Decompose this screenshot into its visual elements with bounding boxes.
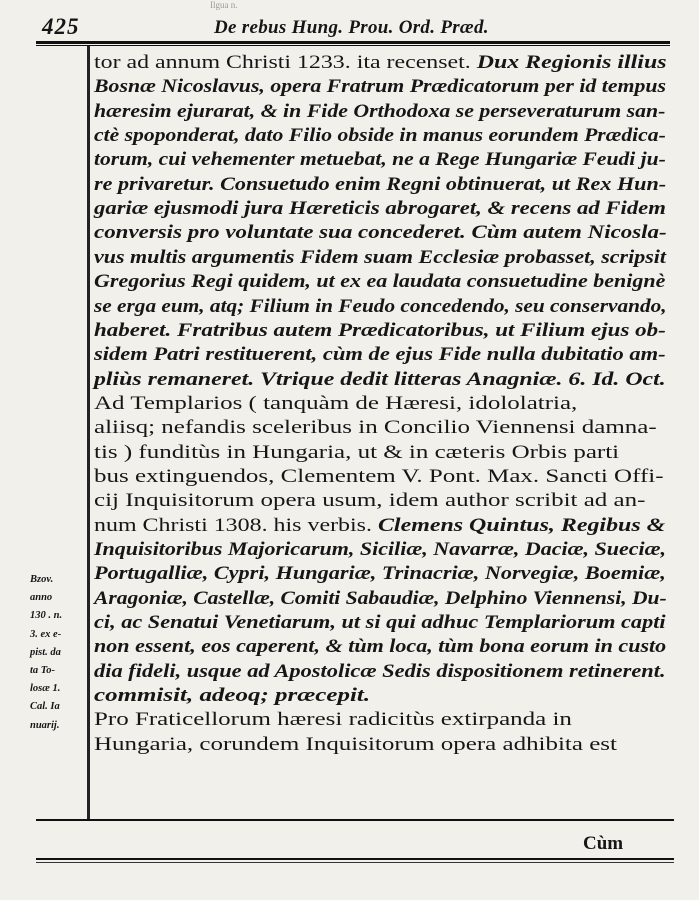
margin-note-line: 3. ex e- — [30, 628, 62, 640]
margin-note-line: nuarij. — [30, 719, 60, 731]
margin-note-line: losæ 1. — [30, 683, 61, 695]
margin-note-line: ta To- — [30, 665, 55, 676]
text-line — [94, 660, 666, 684]
italic-text: Dux Regionis illius — [476, 53, 667, 73]
text-line — [94, 173, 666, 197]
italic-text: ci, ac Senatui Venetiarum, ut si qui adhuc Templariorum capti — [94, 613, 666, 634]
header-rule-thin — [36, 45, 670, 46]
bottom-rule-thin — [36, 862, 674, 863]
italic-text: sidem Patri restituerent, cùm de ejus Fide nulla dubitatio am- — [94, 345, 666, 366]
text-line — [94, 319, 666, 343]
text-line — [94, 441, 619, 465]
margin-note-line: Bzov. — [30, 574, 54, 585]
roman-text: Ad Templarios ( tanquàm de Hæresi, idololatria, — [94, 393, 578, 414]
italic-text: Bosnæ Nicoslavus, opera Fratrum Prædicatorum per id tempus — [94, 77, 667, 98]
roman-text: aliisq; nefandis sceleribus in Concilio Viennensi damna- — [94, 418, 657, 439]
italic-text: torum, cui vehementer metuebat, ne a Rege Hungariæ Feudi ju- — [94, 150, 666, 171]
text-line — [94, 733, 617, 757]
margin-note-line: pist. da — [30, 646, 61, 658]
roman-text: cij Inquisitorum opera usum, idem author scribit ad an- — [94, 491, 646, 512]
margin-note-line: 130 . n. — [30, 610, 63, 622]
text-line — [94, 416, 657, 440]
text-line — [94, 611, 666, 635]
text-line — [94, 514, 665, 538]
italic-text: dia fideli, usque ad Apostolicæ Sedis dispositionem retinerent. — [94, 661, 666, 682]
corner-mark: Ilgua n. — [210, 0, 238, 10]
text-line — [94, 489, 645, 513]
header-rule — [36, 41, 670, 44]
margin-rule — [87, 46, 90, 821]
italic-text: Portugalliæ, Cypri, Hungariæ, Trinacriæ, Norvegiæ, Boemiæ, — [94, 564, 666, 585]
text-line — [94, 221, 667, 245]
running-title: De rebus Hung. Prou. Ord. Præd. — [214, 17, 489, 38]
italic-text: Gregorius Regi quidem, ut ex ea laudata consuetudine benignè — [94, 272, 666, 293]
roman-text: tor ad annum Christi 1233. ita recenset. — [94, 53, 477, 73]
text-line — [94, 197, 666, 221]
roman-text: Pro Fraticellorum hæresi radicitùs extirpanda in — [94, 710, 572, 731]
page-number: 425 — [42, 14, 80, 39]
italic-text: re privaretur. Consuetudo enim Regni obtinuerat, ut Rex Hun- — [94, 174, 667, 195]
italic-text: Aragoniæ, Castellæ, Comiti Sabaudiæ, Delphino Viennensi, Du- — [94, 588, 667, 609]
italic-text: commisit, adeoq; præcepit. — [94, 686, 371, 707]
text-line — [94, 392, 577, 416]
margin-note-line: Cal. Ia — [30, 701, 60, 713]
text-line — [94, 124, 666, 148]
text-line — [94, 295, 667, 319]
italic-text: conversis pro voluntate sua concederet. Cùm autem Nicosla- — [94, 223, 667, 244]
italic-text: non essent, eos caperent, & tùm loca, tùm bona eorum in custo — [94, 637, 667, 658]
italic-text: hæresim ejurarat, & in Fide Orthodoxa se perseveraturum san- — [94, 101, 666, 122]
roman-text: tis ) funditùs in Hungaria, ut & in cæteris Orbis parti — [94, 442, 620, 463]
text-line — [94, 708, 572, 732]
roman-text: Hungaria, corundem Inquisitorum opera adhibita est — [94, 734, 617, 755]
margin-note-line: anno — [30, 592, 53, 604]
italic-text: pliùs remaneret. Vtrique dedit litteras Anagniæ. 6. Id. Oct. — [94, 369, 666, 390]
italic-text: se erga eum, atq; Filium in Feudo concedendo, seu conservando, — [94, 296, 667, 317]
italic-text: haberet. Fratribus autem Prædicatoribus, ut Filium ejus ob- — [94, 320, 666, 341]
text-line — [94, 148, 666, 172]
text-line — [94, 51, 667, 75]
text-line — [94, 270, 665, 294]
text-line — [94, 343, 666, 367]
footer-rule — [36, 819, 674, 821]
italic-text: Clemens Quintus, Regibus & — [377, 515, 666, 536]
text-line — [94, 684, 370, 708]
text-line — [94, 100, 665, 124]
text-line — [94, 587, 667, 611]
bottom-rule — [36, 858, 674, 860]
italic-text: vus multis argumentis Fidem suam Ecclesiæ probasset, scripsit — [94, 247, 666, 268]
text-line — [94, 246, 666, 270]
text-line — [94, 635, 666, 659]
page-header — [38, 8, 668, 40]
text-line — [94, 465, 664, 489]
text-line — [94, 368, 666, 392]
text-line — [94, 562, 666, 586]
italic-text: ctè spoponderat, dato Filio obside in manus eorundem Prædica- — [94, 126, 666, 147]
text-line — [94, 538, 666, 562]
catchword: Cùm — [583, 833, 624, 854]
italic-text: gariæ ejusmodi jura Hæreticis abrogaret, & recens ad Fidem — [94, 199, 666, 220]
roman-text: num Christi 1308. his verbis. — [94, 515, 378, 536]
roman-text: bus extinguendos, Clementem V. Pont. Max. Sancti Offi- — [94, 466, 664, 487]
text-line — [94, 75, 666, 99]
italic-text: Inquisitoribus Majoricarum, Siciliæ, Navarræ, Daciæ, Sueciæ, — [94, 540, 667, 560]
